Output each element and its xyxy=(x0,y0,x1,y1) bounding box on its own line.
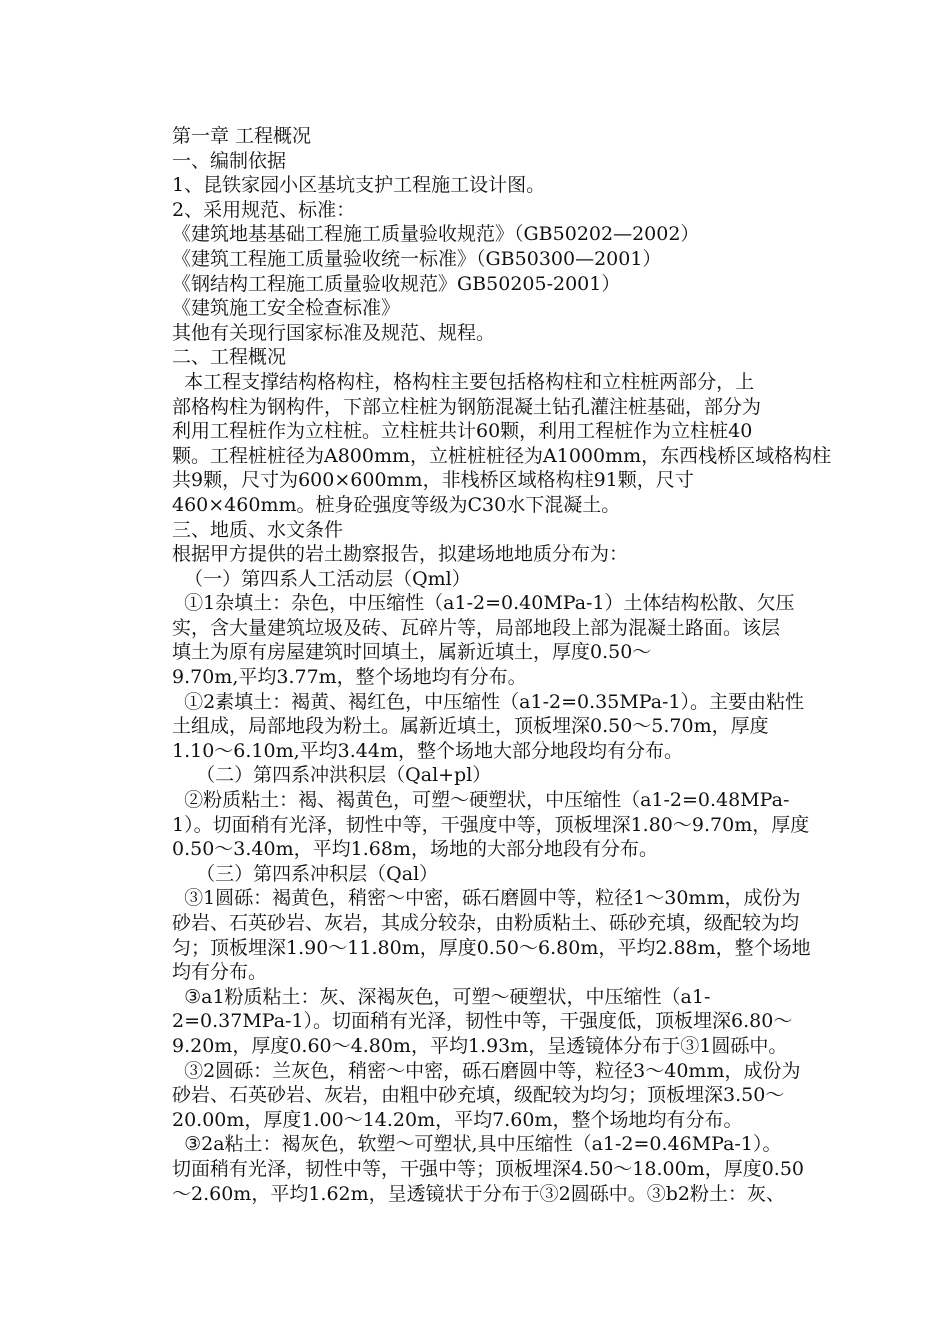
paragraph-line: 460×460mm。桩身砼强度等级为C30水下混凝土。 xyxy=(172,493,621,516)
paragraph-line: 砂岩、石英砂岩、灰岩，由粗中砂充填，级配较为均匀；顶板埋深3.50～ xyxy=(172,1084,785,1107)
paragraph-line: 实，含大量建筑垃圾及砖、瓦碎片等，局部地段上部为混凝土路面。该层 xyxy=(172,616,781,639)
paragraph-line: 共9颗，尺寸为600×600mm，非栈桥区域格构柱91颗，尺寸 xyxy=(172,469,694,492)
paragraph-line: 利用工程桩作为立柱桩。立柱桩共计60颗，利用工程桩作为立柱桩40 xyxy=(172,420,753,443)
paragraph-line: ③2a粘土：褐灰色，软塑～可塑状,具中压缩性（a1-2=0.46MPa-1）。 xyxy=(172,1133,782,1156)
paragraph-line: ③1圆砾：褐黄色，稍密～中密，砾石磨圆中等，粒径1～30mm，成份为 xyxy=(172,887,801,910)
standard-item: 《建筑施工安全检查标准》 xyxy=(172,297,401,320)
paragraph-line: ①2素填土：褐黄、褐红色，中压缩性（a1-2=0.35MPa-1）。主要由粘性 xyxy=(172,690,805,713)
text-line: 其他有关现行国家标准及规范、规程。 xyxy=(172,321,496,344)
paragraph-line: 1.10～6.10m,平均3.44m，整个场地大部分地段均有分布。 xyxy=(172,739,683,762)
paragraph-line: 填土为原有房屋建筑时回填土，属新近填土，厚度0.50～ xyxy=(172,641,652,664)
paragraph-line: ③2圆砾：兰灰色，稍密～中密，砾石磨圆中等，粒径3～40mm，成份为 xyxy=(172,1059,801,1082)
standard-item: 《建筑工程施工质量验收统一标准》（GB50300—2001） xyxy=(172,247,662,270)
subsection-heading: （二）第四系冲洪积层（Qal+pl） xyxy=(172,764,492,787)
paragraph-line: 部格构柱为钢构件，下部立柱桩为钢筋混凝土钻孔灌注桩基础，部分为 xyxy=(172,395,762,418)
paragraph-line: 2=0.37MPa-1）。切面稍有光泽，韧性中等，干强度低，顶板埋深6.80～ xyxy=(172,1010,793,1033)
text-line: 1、昆铁家园小区基坑支护工程施工设计图。 xyxy=(172,174,546,197)
paragraph-line: 土组成，局部地段为粉土。属新近填土，顶板埋深0.50～5.70m，厚度 xyxy=(172,715,769,738)
section-heading-overview: 二、工程概况 xyxy=(172,346,287,369)
text-line: 2、采用规范、标准： xyxy=(172,198,356,221)
paragraph-line: ②粉质粘土：褐、褐黄色，可塑～硬塑状，中压缩性（a1-2=0.48MPa- xyxy=(172,789,790,812)
paragraph-line: 砂岩、石英砂岩、灰岩，其成分较杂，由粉质粘土、砾砂充填，级配较为均 xyxy=(172,912,800,934)
subsection-heading: （一）第四系人工活动层（Qml） xyxy=(172,567,471,590)
paragraph-line: 均有分布。 xyxy=(172,961,268,984)
document-body xyxy=(172,124,832,1206)
paragraph-line: ③a1粉质粘土：灰、深褐灰色，可塑～硬塑状，中压缩性（a1- xyxy=(172,985,711,1008)
standard-item: 《钢结构工程施工质量验收规范》GB50205-2001） xyxy=(172,272,621,295)
paragraph-line: 颗。工程桩桩径为A800mm，立桩桩桩径为A1000mm，东西栈桥区域格构柱 xyxy=(172,444,832,467)
paragraph-line: 0.50～3.40m，平均1.68m，场地的大部分地段有分布。 xyxy=(172,838,658,861)
chapter-title: 第一章 工程概况 xyxy=(172,125,312,147)
paragraph-line: 9.70m,平均3.77m，整个场地均有分布。 xyxy=(172,666,527,689)
paragraph-line: 20.00m，厚度1.00～14.20m，平均7.60m，整个场地均有分布。 xyxy=(172,1108,743,1131)
paragraph-line: 本工程支撑结构格构柱，格构柱主要包括格构柱和立柱桩两部分，上 xyxy=(172,370,755,393)
standard-item: 《建筑地基基础工程施工质量验收规范》（GB50202—2002） xyxy=(172,223,700,246)
paragraph-line: 切面稍有光泽，韧性中等，干强中等；顶板埋深4.50～18.00m，厚度0.50 xyxy=(172,1157,805,1180)
subsection-heading: （三）第四系冲积层（Qal） xyxy=(172,862,439,885)
paragraph-line: 9.20m，厚度0.60～4.80m，平均1.93m，呈透镜体分布于③1圆砾中。 xyxy=(172,1034,788,1057)
paragraph-line: 匀；顶板埋深1.90～11.80m，厚度0.50～6.80m，平均2.88m，整个场地 xyxy=(172,936,811,959)
paragraph-line: 根据甲方提供的岩土勘察报告，拟建场地地质分布为： xyxy=(172,543,629,566)
paragraph-line: ～2.60m，平均1.62m，呈透镜状于分布于③2圆砾中。③b2粉土：灰、 xyxy=(172,1182,785,1205)
section-heading-geology: 三、地质、水文条件 xyxy=(172,518,344,541)
paragraph-line: 1）。切面稍有光泽，韧性中等，干强度中等，顶板埋深1.80～9.70m，厚度 xyxy=(172,813,810,836)
paragraph-line: ①1杂填土：杂色，中压缩性（a1-2=0.40MPa-1）土体结构松散、欠压 xyxy=(172,592,795,615)
section-heading-basis: 一、编制依据 xyxy=(172,149,287,172)
